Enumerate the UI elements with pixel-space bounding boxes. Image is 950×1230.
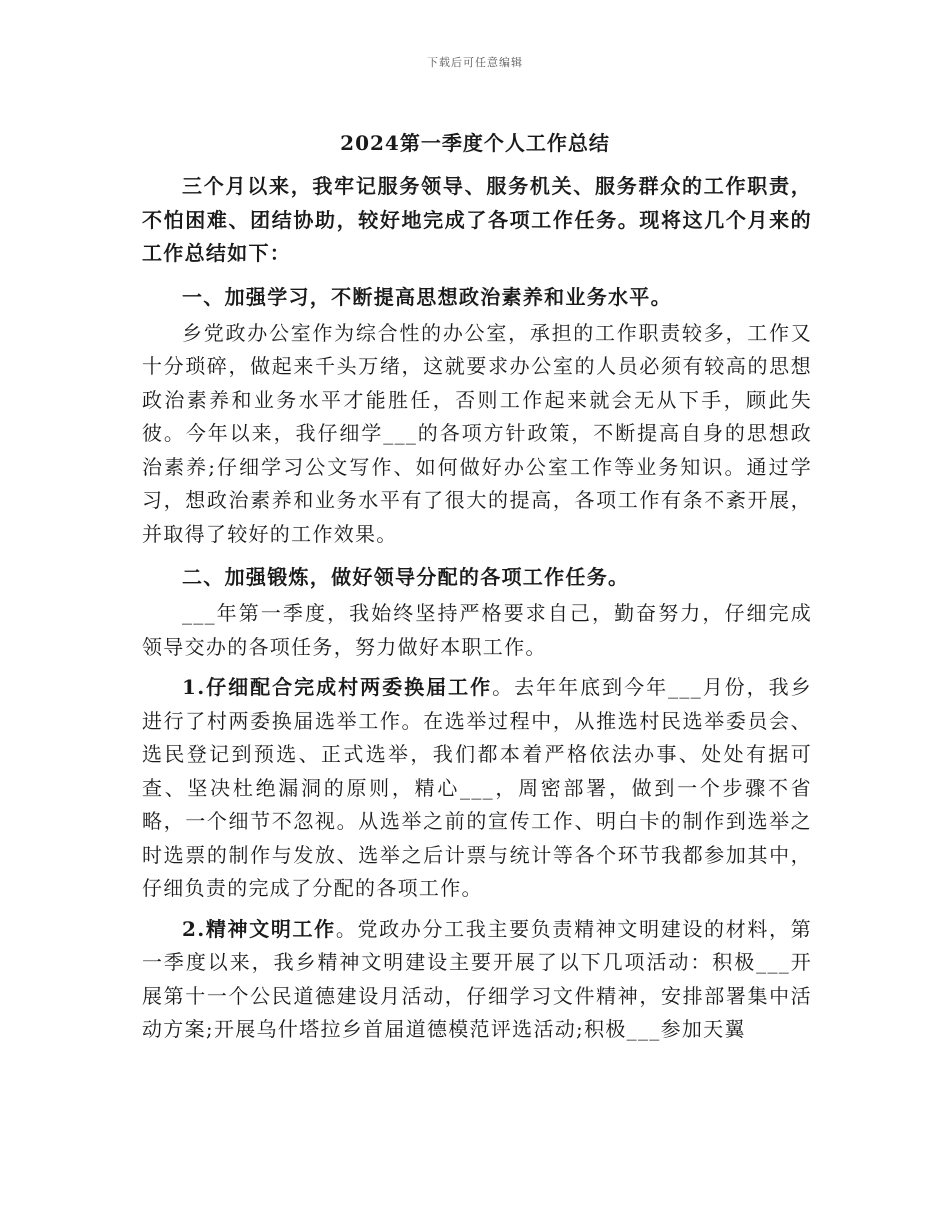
item2-lead: 2.精神文明工作 — [182, 916, 336, 941]
document-body — [142, 170, 812, 1047]
item1-lead: 1.仔细配合完成村两委换届工作 — [182, 675, 493, 699]
item2-paragraph — [142, 913, 812, 1047]
section2-paragraph: ___年第一季度，我始终坚持严格要求自己，勤奋努力，仔细完成领导交办的各项任务，努力做好本职工作。 — [142, 601, 812, 659]
document-title: 2024第一季度个人工作总结 — [340, 131, 610, 155]
section1-paragraph: 乡党政办公室作为综合性的办公室，承担的工作职责较多，工作又十分琐碎，做起来千头万绪，这就要求办公室的人员必须有较高的思想政治素养和业务水平才能胜任，否则工作起来就会无从下手，顾此失彼。今年以来，我仔细学___的各项方针政策，不断提高自身的思想政治素养;仔细学习公文写作、如何做好办公室工作等业务知识。通过学习，想政治素养和业务水平有了很大的提高，各项工作有条不紊开展，并取得了较好的工作效果。 — [142, 320, 812, 546]
section2-heading: 二、加强锻炼，做好领导分配的各项工作任务。 — [182, 565, 630, 589]
intro-paragraph: 三个月以来，我牢记服务领导、服务机关、服务群众的工作职责，不怕困难、团结协助，较好地完成了各项工作任务。现将这几个月来的工作总结如下： — [142, 174, 812, 265]
item1-paragraph — [142, 671, 812, 906]
section1-heading: 一、加强学习，不断提高思想政治素养和业务水平。 — [182, 284, 672, 309]
item1-body: 。去年年底到今年___月份，我乡进行了村两委换届选举工作。在选举过程中，从推选村民选举委员会、选民登记到预选、正式选举，我们都本着严格依法办事、处处有据可查、坚决杜绝漏洞的原则，精心___，周密部署，做到一个步骤不省略，一个细节不忽视。从选举之前的宣传工作、明白卡的制作到选举之时选票的制作与发放、选举之后计票与统计等各个环节我都参加其中，仔细负责的完成了分配的各项工作。 — [142, 675, 812, 900]
item2-body: 。党政办分工我主要负责精神文明建设的材料，第一季度以来，我乡精神文明建设主要开展了以下几项活动：积极___开展第十一个公民道德建设月活动，仔细学习文件精神，安排部署集中活动方案;开展乌什塔拉乡首届道德模范评选活动;积极___参加天翼 — [142, 916, 812, 1041]
header-note: 下载后可任意编辑 — [427, 56, 523, 69]
